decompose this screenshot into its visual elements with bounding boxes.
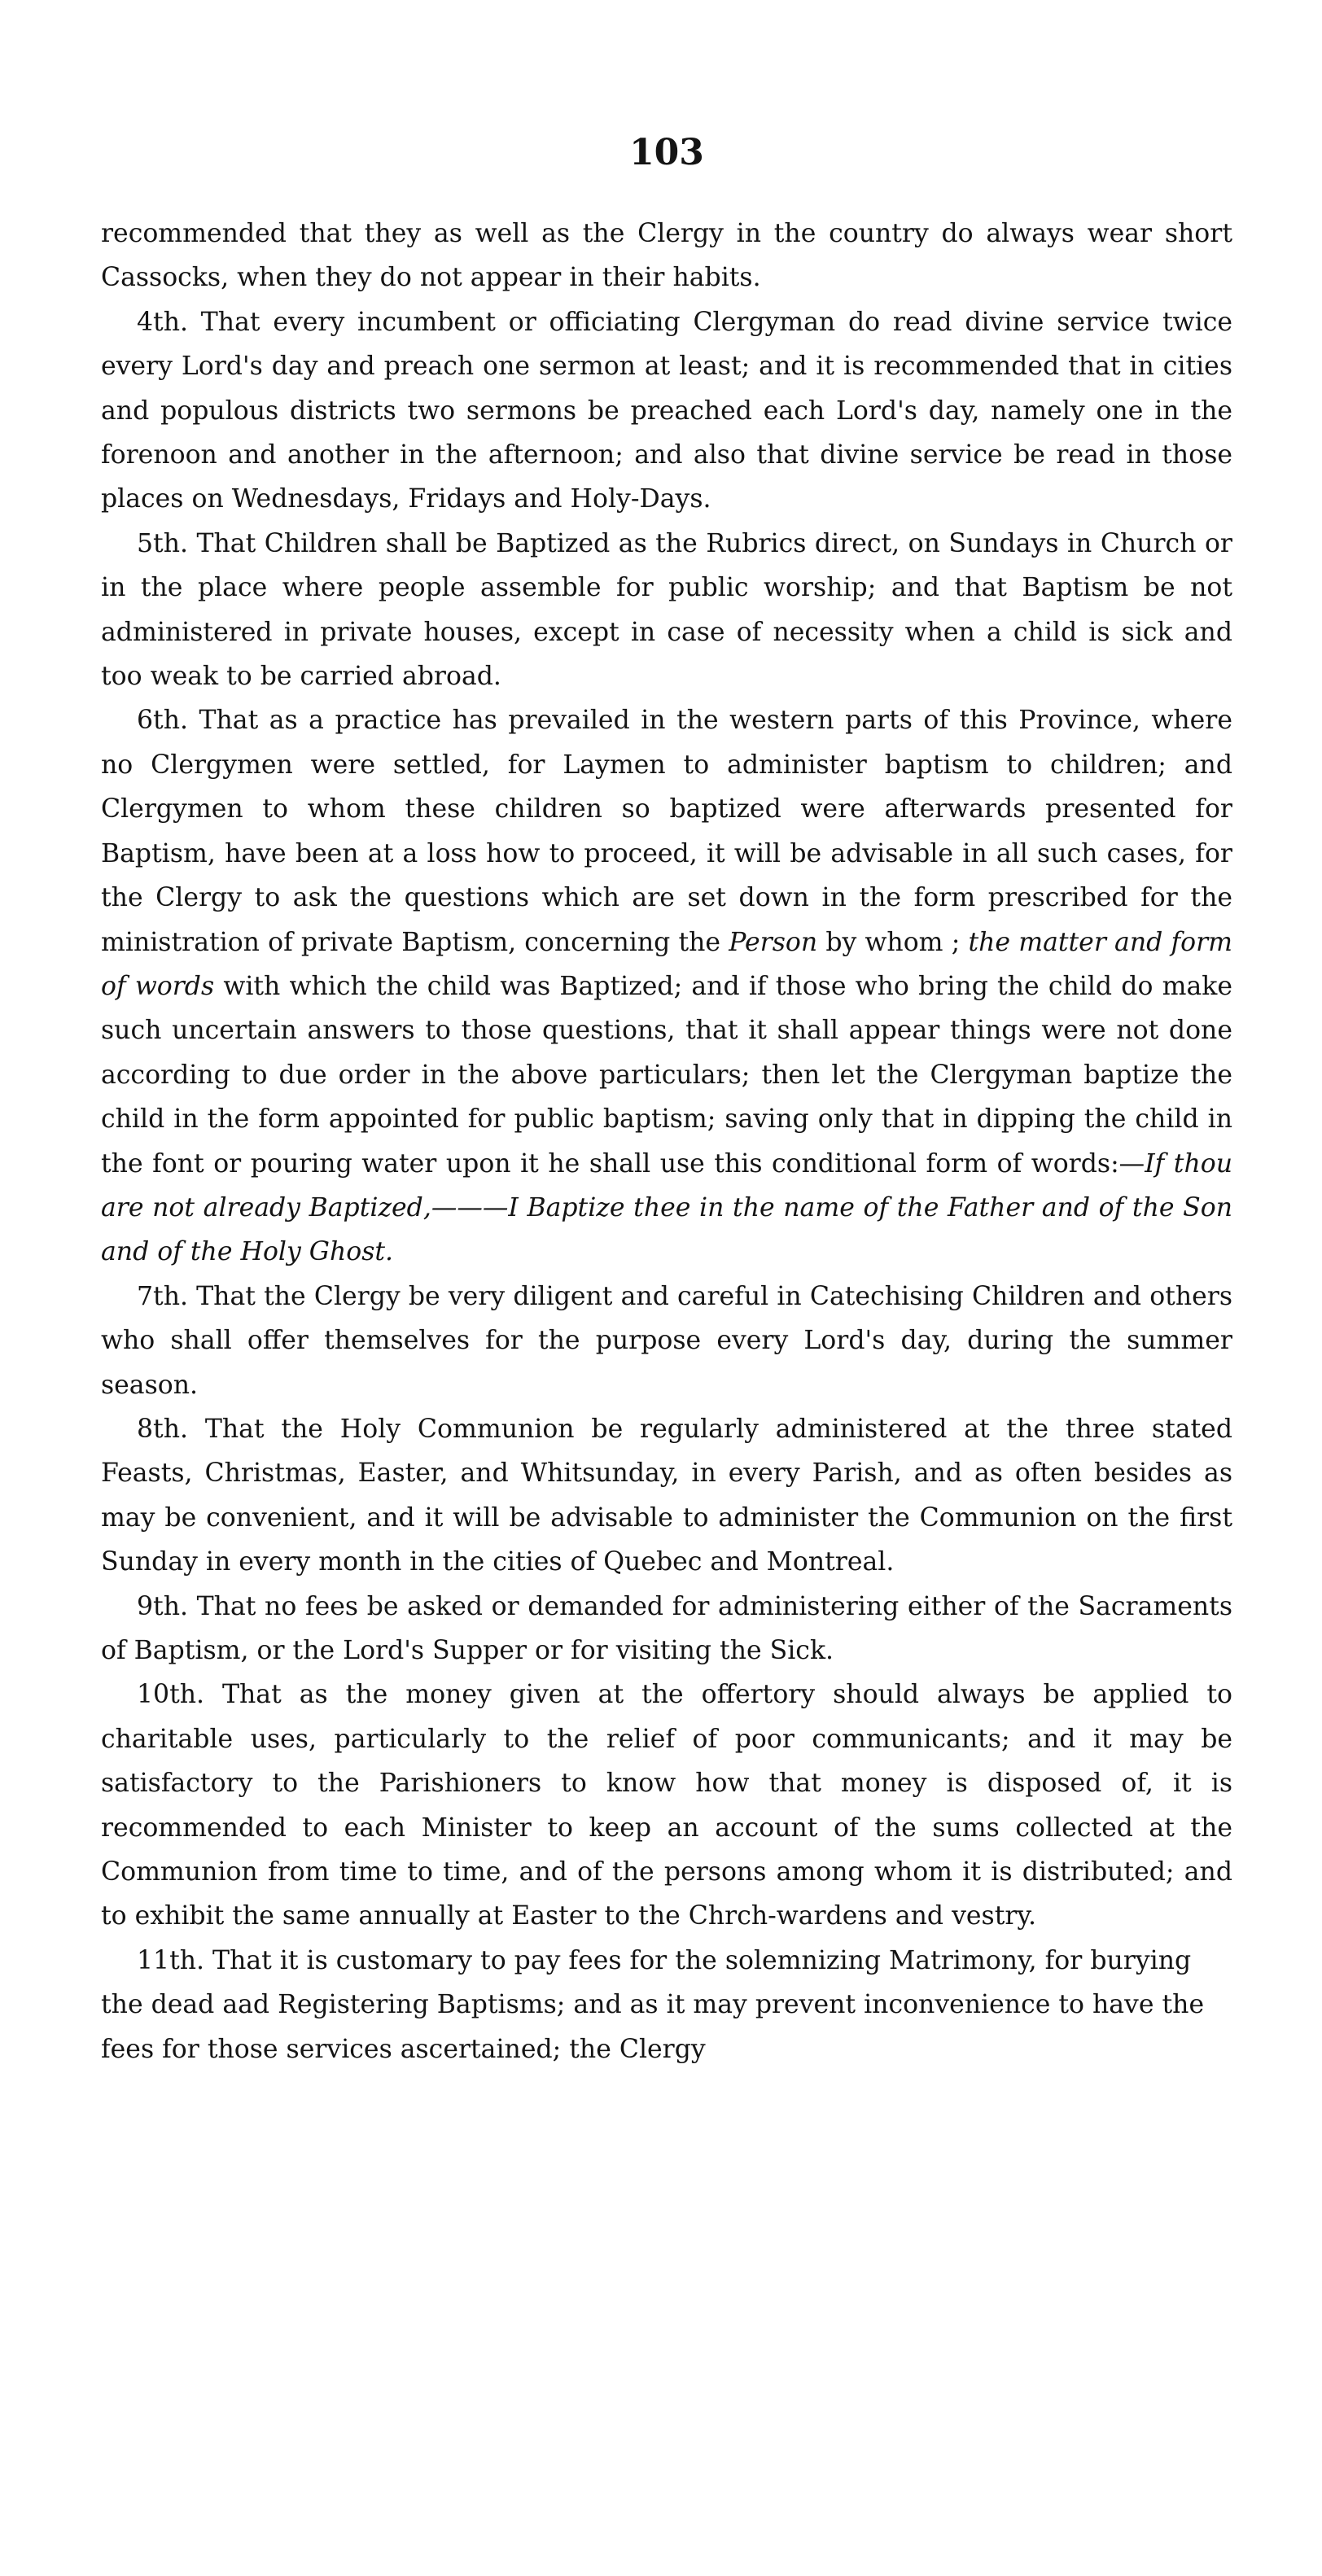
paragraph-item-6th — [101, 698, 1232, 1274]
paragraph-continuation — [101, 212, 1232, 300]
page-number: 103 — [629, 132, 704, 173]
paragraph-item-10th — [101, 1673, 1232, 1938]
body-text — [101, 212, 1232, 2071]
italic-text-run: the matter and form of words — [101, 927, 1232, 1001]
paragraph-item-5th — [101, 522, 1232, 699]
paragraph-item-8th — [101, 1407, 1232, 1585]
text-run: 7th. That the Clergy be very diligent and careful in Catechising Children and others who shall offer themselves for the purpose every Lord's day, during the summer season. — [101, 1281, 1232, 1400]
text-run: 6th. That as a practice has prevailed in the western parts of this Province, where no Clergymen were settled, for Laymen to administer baptism to children; and Clergymen to whom these children so baptized were afterwards presented for Baptism, have been at a loss how to proceed, it will be advisable in all such cases, for the Clergy to ask the questions which are set down in the form prescribed for the ministration of private Baptism, concerning the — [101, 706, 1232, 957]
text-run: by whom ; — [817, 927, 969, 957]
paragraph-item-4th — [101, 300, 1232, 522]
paragraph-item-7th — [101, 1275, 1232, 1407]
paragraph-item-11th — [101, 1939, 1232, 2071]
text-run: 9th. That no fees be asked or demanded for administering either of the Sacraments of Baptism, or the Lord's Supper or for visiting the Sick. — [101, 1591, 1232, 1665]
paragraph-item-9th — [101, 1585, 1232, 1673]
text-run: 10th. That as the money given at the offertory should always be applied to charitable uses, particularly to the relief of poor communicants; and it may be satisfactory to the Parishioners to know how that money is disposed of, it is recommended to each Minister to keep an account of the sums collected at the Communion from time to time, and of the persons among whom it is distributed; and to exhibit the same annually at Easter to the Chrch-wardens and vestry. — [101, 1680, 1232, 1931]
book-page — [101, 130, 1232, 2071]
text-run: recommended that they as well as the Clergy in the country do always wear short Cassocks, when they do not appear in their habits. — [101, 219, 1232, 293]
text-run: 8th. That the Holy Communion be regularly administered at the three stated Feasts, Christmas, Easter, and Whitsunday, in every Parish, and as often besides as may be convenient, and it will be advisable to administer the Communion on the first Sunday in every month in the cities of Quebec and Montreal. — [101, 1414, 1232, 1577]
text-run: 11th. That it is customary to pay fees for the solemnizing Matrimony, for burying the dead aad Registering Baptisms; and as it may prevent inconvenience to have the fees for those services ascertained; the Clergy — [101, 1945, 1205, 2064]
italic-text-run: If thou are not already Baptized,———I Baptize thee in the name of the Father and of the Son and of the Holy Ghost. — [101, 1148, 1233, 1267]
text-run: with which the child was Baptized; and if those who bring the child do make such uncertain answers to those questions, that it shall appear things were not done according to due order in the above particulars; then let the Clergyman baptize the child in the form appointed for public baptism; saving only that in dipping the child in the font or pouring water upon it he shall use this conditional form of words:— — [101, 971, 1233, 1179]
italic-text-run: Person — [729, 927, 818, 957]
text-run: 4th. That every incumbent or officiating Clergyman do read divine service twice every Lord's day and preach one sermon at least; and it is recommended that in cities and populous districts two sermons be preached each Lord's day, namely one in the forenoon and another in the afternoon; and also that divine service be read in those places on Wednesdays, Fridays and Holy-Days. — [101, 307, 1232, 514]
text-run: 5th. That Children shall be Baptized as the Rubrics direct, on Sundays in Church or in the place where people assemble for public worship; and that Baptism be not administered in private houses, except in case of necessity when a child is sick and too weak to be carried abroad. — [101, 528, 1232, 692]
